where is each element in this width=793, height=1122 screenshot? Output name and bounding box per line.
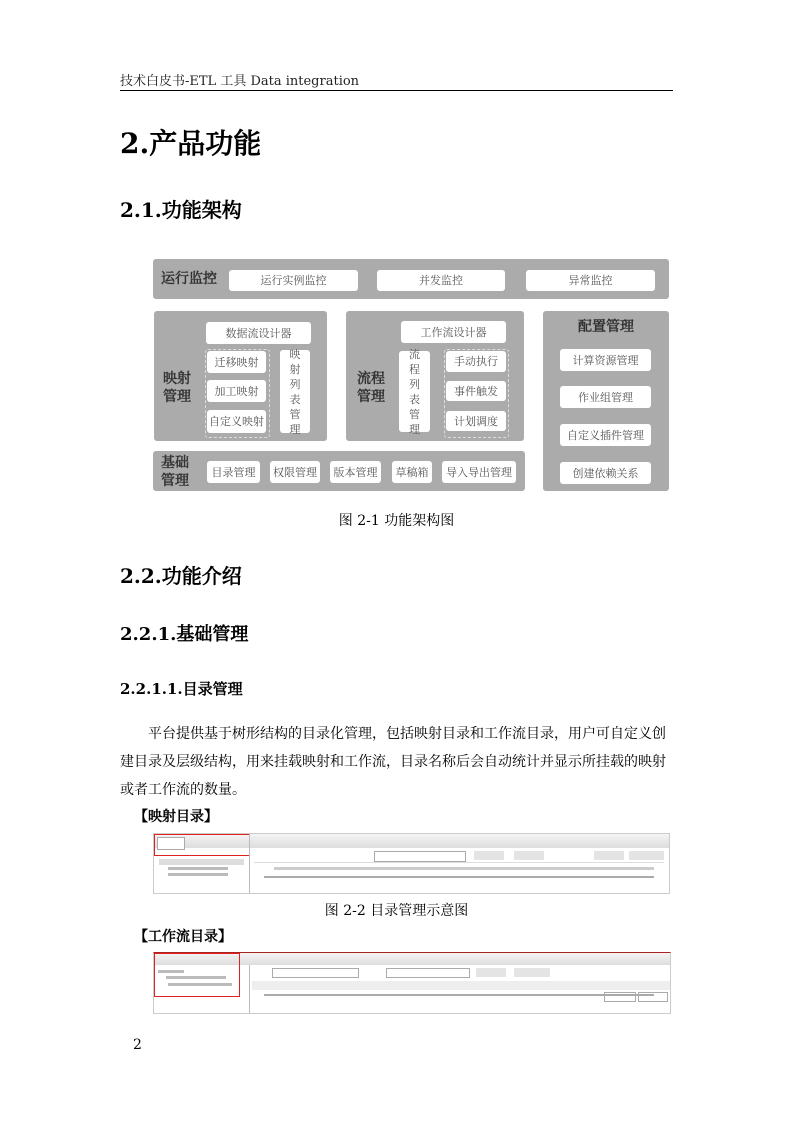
config-label: 配置管理 — [578, 319, 634, 335]
heading-2-1: 2.1.功能架构 — [120, 198, 242, 222]
config-item: 创建依赖关系 — [560, 462, 651, 484]
monitor-label: 运行监控 — [161, 271, 217, 287]
body-paragraph: 平台提供基于树形结构的目录化管理，包括映射目录和工作流目录，用户可自定义创建目录及层级结构，用来挂载映射和工作流，目录名称后会自动统计并显示所挂载的映射或者工作流的数量。 — [120, 726, 666, 798]
base-item: 导入导出管理 — [442, 461, 516, 483]
mapping-dir-label: 【映射目录】 — [134, 809, 218, 825]
flow-item: 计划调度 — [446, 411, 506, 431]
heading-2-2-1: 2.2.1.基础管理 — [120, 624, 249, 645]
config-item: 计算资源管理 — [560, 349, 651, 371]
page-number: 2 — [133, 1037, 142, 1053]
base-item: 权限管理 — [270, 461, 320, 483]
mapping-list: 映射列表管理 — [280, 350, 310, 433]
flow-item: 手动执行 — [446, 351, 506, 372]
workflow-directory-screenshot — [153, 952, 671, 1014]
base-item: 版本管理 — [330, 461, 381, 483]
flow-label: 流程管理 — [357, 371, 385, 405]
config-item: 自定义插件管理 — [560, 424, 651, 446]
mapping-item: 自定义映射 — [207, 410, 266, 433]
base-item: 目录管理 — [207, 461, 260, 483]
heading-1: 2.产品功能 — [120, 127, 262, 160]
workflow-dir-label: 【工作流目录】 — [134, 929, 232, 945]
figure-caption-2: 图 2-2 目录管理示意图 — [324, 903, 469, 919]
monitor-item: 异常监控 — [526, 270, 655, 291]
mapping-designer: 数据流设计器 — [206, 322, 311, 344]
mapping-item: 加工映射 — [207, 380, 266, 402]
base-item: 草稿箱 — [392, 461, 432, 483]
flow-item: 事件触发 — [446, 381, 506, 401]
flow-designer: 工作流设计器 — [401, 321, 506, 343]
monitor-item: 运行实例监控 — [229, 270, 358, 291]
config-item: 作业组管理 — [560, 386, 651, 408]
base-label: 基础管理 — [161, 455, 189, 489]
mapping-directory-screenshot — [153, 833, 670, 894]
heading-2-2: 2.2.功能介绍 — [120, 564, 242, 588]
mapping-label: 映射管理 — [163, 371, 191, 405]
mapping-item: 迁移映射 — [207, 351, 266, 373]
monitor-item: 并发监控 — [377, 270, 505, 291]
flow-list: 流程列表管理 — [399, 351, 430, 432]
figure-caption-1: 图 2-1 功能架构图 — [338, 513, 455, 529]
architecture-diagram — [0, 0, 793, 500]
heading-2-2-1-1: 2.2.1.1.目录管理 — [120, 680, 243, 698]
running-header: 技术白皮书-ETL 工具 Data integration — [120, 74, 360, 89]
